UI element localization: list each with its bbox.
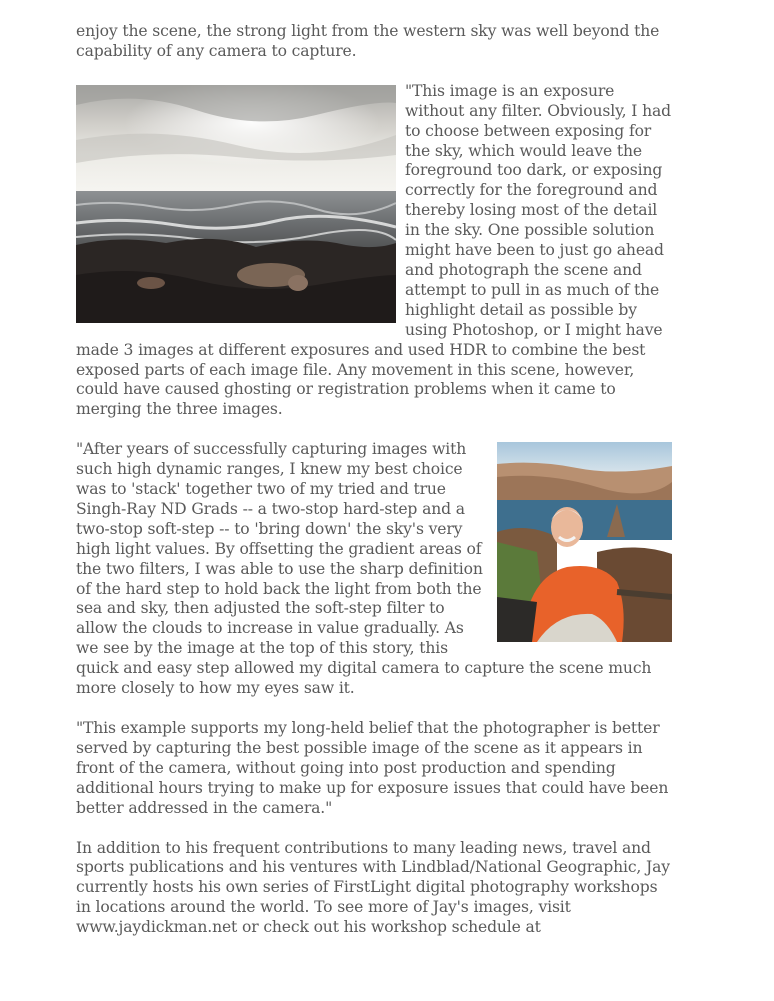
paragraph-bio: In addition to his frequent contributions to many leading news, travel and sports publications and his ventures with Lindblad/National Geographic, Jay currently hosts his own series of FirstLight digital photography workshops in locations around the world. To see more of Jay's images, visit www.jaydickman.net or check out his workshop schedule at (76, 838, 670, 937)
paragraph-exposure (76, 82, 676, 420)
paragraph-exposure-text: "This image is an exposure without any filter. Obviously, I had to choose between exposing for the sky, which would leave the foreground too dark, or exposing correctly for the foreground and thereby losing most of the detail in the sky. One possible solution might have been to just go ahead and photograph the scene and attempt to pull in as much of the highlight detail as possible by using Photoshop, or I might have made 3 images at different exposures and used HDR to combine the best exposed parts of each image file. Any movement in this scene, however, could have caused ghosting or registration problems when it came to merging the three images. (76, 81, 671, 419)
paragraph-filters (76, 440, 676, 699)
paragraph-intro: enjoy the scene, the strong light from the western sky was well beyond the capability of any camera to capture. (76, 22, 660, 60)
sea-lions-photo (76, 85, 396, 323)
article-body (76, 22, 676, 958)
paragraph-filters-text: "After years of successfully capturing images with such high dynamic ranges, I knew my best choice was to 'stack' together two of my tried and true Singh-Ray ND Grads -- a two-stop hard-step and a two-stop soft-step -- to 'bring down' the sky's very high light values. By offsetting the gradient areas of the two filters, I was able to use the sharp definition of the hard step to hold back the light from both the sea and sky, then adjusted the soft-step filter to allow the clouds to increase in value gradually. As we see by the image at the top of this story, this quick and easy step allowed my digital camera to capture the scene much more closely to how my eyes saw it. (76, 440, 652, 698)
portrait-photo (497, 442, 672, 642)
paragraph-belief: "This example supports my long-held belief that the photographer is better served by capturing the best possible image of the scene as it appears in front of the camera, without going into post production and spending additional hours trying to make up for exposure issues that could have been better addressed in the camera." (76, 719, 669, 817)
